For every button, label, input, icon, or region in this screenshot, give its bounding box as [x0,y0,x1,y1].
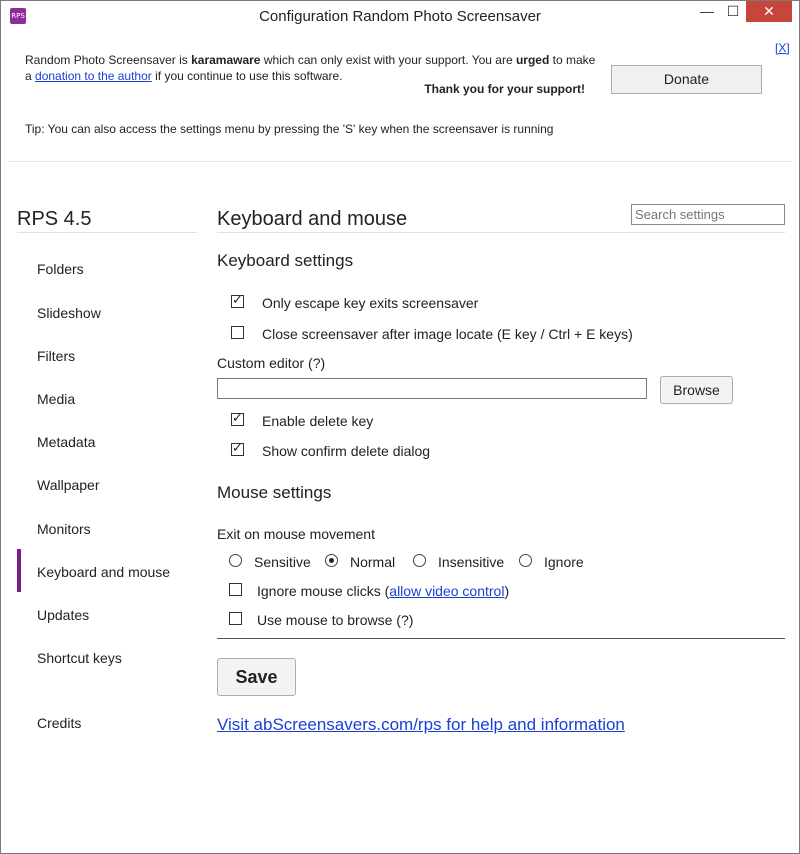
save-button[interactable]: Save [217,658,296,696]
close-icon[interactable]: ✕ [746,1,792,22]
escape-only-checkbox[interactable] [231,295,244,308]
support-text-part: if you continue to use this software. [151,69,343,83]
radio-sensitive-label: Sensitive [254,554,311,570]
title-bar [1,1,799,32]
support-text-bold: urged [515,53,550,67]
maximize-icon[interactable]: ☐ [726,3,740,19]
donate-button[interactable]: Donate [611,65,762,94]
radio-normal-label: Normal [350,554,396,570]
custom-editor-label: Custom editor (?) [217,355,326,371]
sidebar-title: RPS 4.5 [17,208,92,230]
support-text-part: which can only exist with your support. You are [260,53,516,67]
donation-link[interactable]: donation to the author [35,69,152,83]
sidebar-item-media[interactable]: Media [37,391,76,407]
window-title: Configuration Random Photo Screensaver [259,8,541,25]
minimize-icon[interactable]: — [700,3,714,19]
support-banner [9,32,793,161]
help-link[interactable]: Visit abScreensavers.com/rps for help and information [217,715,625,734]
custom-editor-field[interactable] [217,378,647,399]
sidebar-item-credits[interactable]: Credits [37,715,82,731]
sidebar-item-metadata[interactable]: Metadata [37,434,96,450]
browse-button[interactable]: Browse [660,376,733,404]
radio-ignore[interactable] [519,554,532,567]
enable-delete-label: Enable delete key [262,413,374,429]
confirm-delete-label: Show confirm delete dialog [262,443,431,459]
mouse-settings-heading: Mouse settings [217,483,332,502]
support-text-part: Random Photo Screensaver is [25,53,192,67]
radio-ignore-label: Ignore [544,554,584,570]
search-input[interactable] [631,204,785,225]
sidebar-divider [17,232,197,233]
sidebar-item-wallpaper[interactable]: Wallpaper [37,477,100,493]
radio-insensitive[interactable] [413,554,426,567]
use-mouse-browse-label: Use mouse to browse (?) [257,612,414,628]
close-banner-link[interactable]: [X] [775,41,790,55]
sidebar-item-keyboard-and-mouse[interactable]: Keyboard and mouse [37,564,171,580]
sidebar-item-slideshow[interactable]: Slideshow [37,305,101,321]
escape-only-label: Only escape key exits screensaver [262,295,479,311]
sidebar-item-filters[interactable]: Filters [37,348,76,364]
confirm-delete-checkbox[interactable] [231,443,244,456]
app-icon: RPS [10,8,26,24]
exit-on-mouse-label: Exit on mouse movement [217,526,375,542]
radio-sensitive[interactable] [229,554,242,567]
sidebar-item-shortcut-keys[interactable]: Shortcut keys [37,650,122,666]
active-nav-indicator [17,549,21,592]
sidebar-item-updates[interactable]: Updates [37,607,90,623]
radio-insensitive-label: Insensitive [438,554,505,570]
ignore-clicks-checkbox[interactable] [229,583,242,596]
banner-divider [9,161,793,162]
thanks-text: Thank you for your support! [424,82,585,96]
title-divider [217,232,785,233]
ignore-clicks-text: Ignore mouse clicks ( [257,583,390,599]
radio-normal[interactable] [325,554,338,567]
allow-video-control-link[interactable]: allow video control [389,583,505,599]
ignore-clicks-text-end: ) [504,583,510,599]
close-after-locate-checkbox[interactable] [231,326,244,339]
ignore-clicks-label [257,583,509,599]
sidebar-item-folders[interactable]: Folders [37,261,84,277]
support-text [25,52,605,84]
use-mouse-browse-checkbox[interactable] [229,612,242,625]
support-text-bold: karamaware [191,53,261,67]
sidebar-item-monitors[interactable]: Monitors [37,521,91,537]
enable-delete-checkbox[interactable] [231,413,244,426]
tip-text: Tip: You can also access the settings menu by pressing the 'S' key when the screensaver is running [25,122,554,136]
support-text-part: to make a [25,53,596,83]
page-title: Keyboard and mouse [217,208,408,230]
close-after-locate-label: Close screensaver after image locate (E key / Ctrl + E keys) [262,326,633,342]
keyboard-settings-heading: Keyboard settings [217,251,354,270]
content-divider [217,638,785,639]
